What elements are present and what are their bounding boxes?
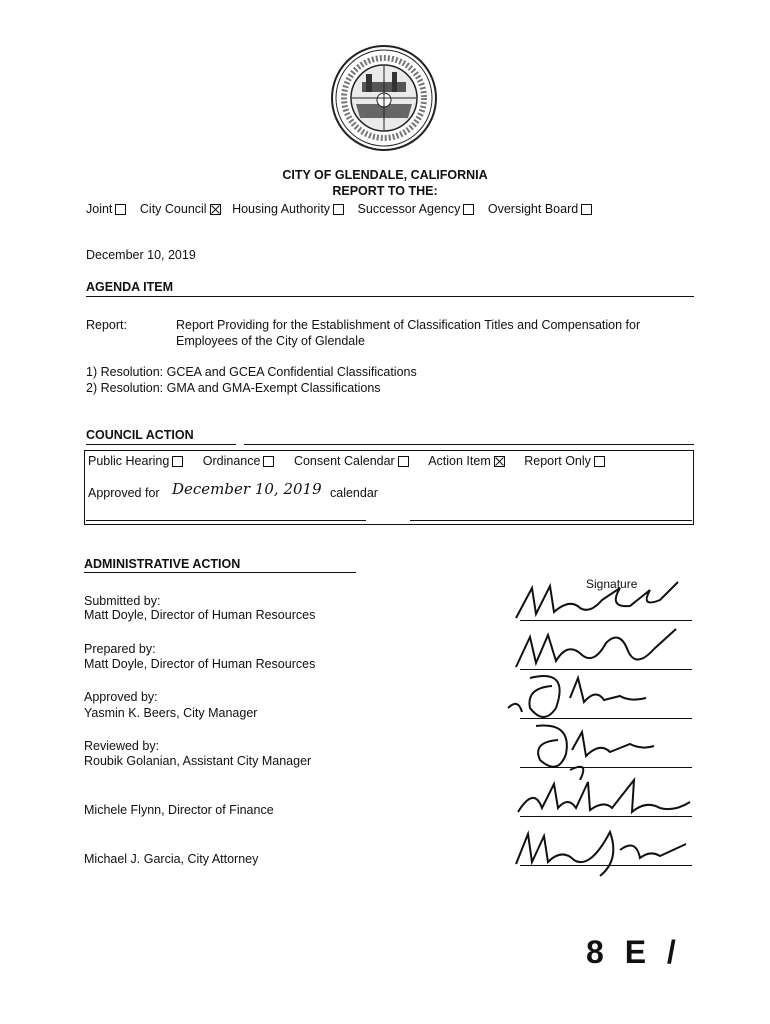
finance-director-name: Michele Flynn, Director of Finance [84, 803, 274, 817]
checkbox-icon[interactable] [115, 204, 126, 215]
divider [244, 444, 694, 445]
city-attorney-name: Michael J. Garcia, City Attorney [84, 852, 259, 866]
council-action-heading: COUNCIL ACTION [86, 428, 194, 442]
option-public-hearing[interactable]: Public Hearing [88, 454, 183, 468]
approved-by-name: Yasmin K. Beers, City Manager [84, 706, 258, 720]
recipient-city-council[interactable]: City Council [140, 202, 221, 216]
signature-yasmin-beers [500, 668, 670, 728]
resolution-2: 2) Resolution: GMA and GMA-Exempt Classifications [86, 381, 381, 395]
submitted-by-name: Matt Doyle, Director of Human Resources [84, 608, 316, 622]
report-label: Report: [86, 318, 127, 332]
option-action-item[interactable]: Action Item [428, 454, 505, 468]
divider [410, 520, 692, 521]
divider [86, 444, 236, 445]
option-report-only[interactable]: Report Only [524, 454, 605, 468]
report-date: December 10, 2019 [86, 248, 196, 262]
calendar-label: calendar [330, 486, 378, 500]
option-consent-calendar[interactable]: Consent Calendar [294, 454, 409, 468]
recipient-checkboxes [86, 202, 592, 216]
signature-roubik-golanian [510, 720, 670, 780]
checkbox-icon[interactable] [263, 456, 274, 467]
report-title-line2: Employees of the City of Glendale [176, 334, 365, 348]
recipient-joint[interactable]: Joint [86, 202, 126, 216]
approved-for-label: Approved for [88, 486, 160, 500]
checkbox-icon[interactable] [398, 456, 409, 467]
checked-checkbox-icon[interactable] [494, 456, 505, 467]
checkbox-icon[interactable] [463, 204, 474, 215]
report-to-label: REPORT TO THE: [332, 184, 438, 198]
resolution-1: 1) Resolution: GCEA and GCEA Confidential Classifications [86, 365, 417, 379]
prepared-by-role: Prepared by: [84, 642, 156, 656]
city-title: CITY OF GLENDALE, CALIFORNIA [282, 168, 488, 182]
recipient-oversight-board[interactable]: Oversight Board [488, 202, 592, 216]
checkbox-icon[interactable] [172, 456, 183, 467]
submitted-by-role: Submitted by: [84, 594, 161, 608]
agenda-item-heading: AGENDA ITEM [86, 280, 174, 294]
signature-michele-flynn [514, 772, 694, 822]
report-title-line1: Report Providing for the Establishment of Classification Titles and Compensation for [176, 318, 641, 332]
signature-matt-doyle-1 [510, 578, 690, 626]
prepared-by-name: Matt Doyle, Director of Human Resources [84, 657, 316, 671]
checked-checkbox-icon[interactable] [210, 204, 221, 215]
reviewed-by-role: Reviewed by: [84, 739, 160, 753]
approved-for-date[interactable]: December 10, 2019 [172, 480, 322, 498]
recipient-housing-authority[interactable]: Housing Authority [232, 202, 344, 216]
divider [86, 296, 694, 297]
council-action-options [88, 454, 605, 468]
signature-label: Signature [586, 577, 638, 591]
checkbox-icon[interactable] [581, 204, 592, 215]
checkbox-icon[interactable] [333, 204, 344, 215]
option-ordinance[interactable]: Ordinance [203, 454, 275, 468]
agenda-item-number: 8 E / [586, 934, 682, 970]
divider [84, 572, 356, 573]
reviewed-by-name: Roubik Golanian, Assistant City Manager [84, 754, 312, 768]
approved-by-role: Approved by: [84, 690, 158, 704]
recipient-successor-agency[interactable]: Successor Agency [358, 202, 475, 216]
city-seal [330, 44, 438, 152]
divider [86, 520, 366, 521]
checkbox-icon[interactable] [594, 456, 605, 467]
administrative-action-heading: ADMINISTRATIVE ACTION [84, 557, 241, 571]
signature-michael-garcia [510, 820, 690, 880]
